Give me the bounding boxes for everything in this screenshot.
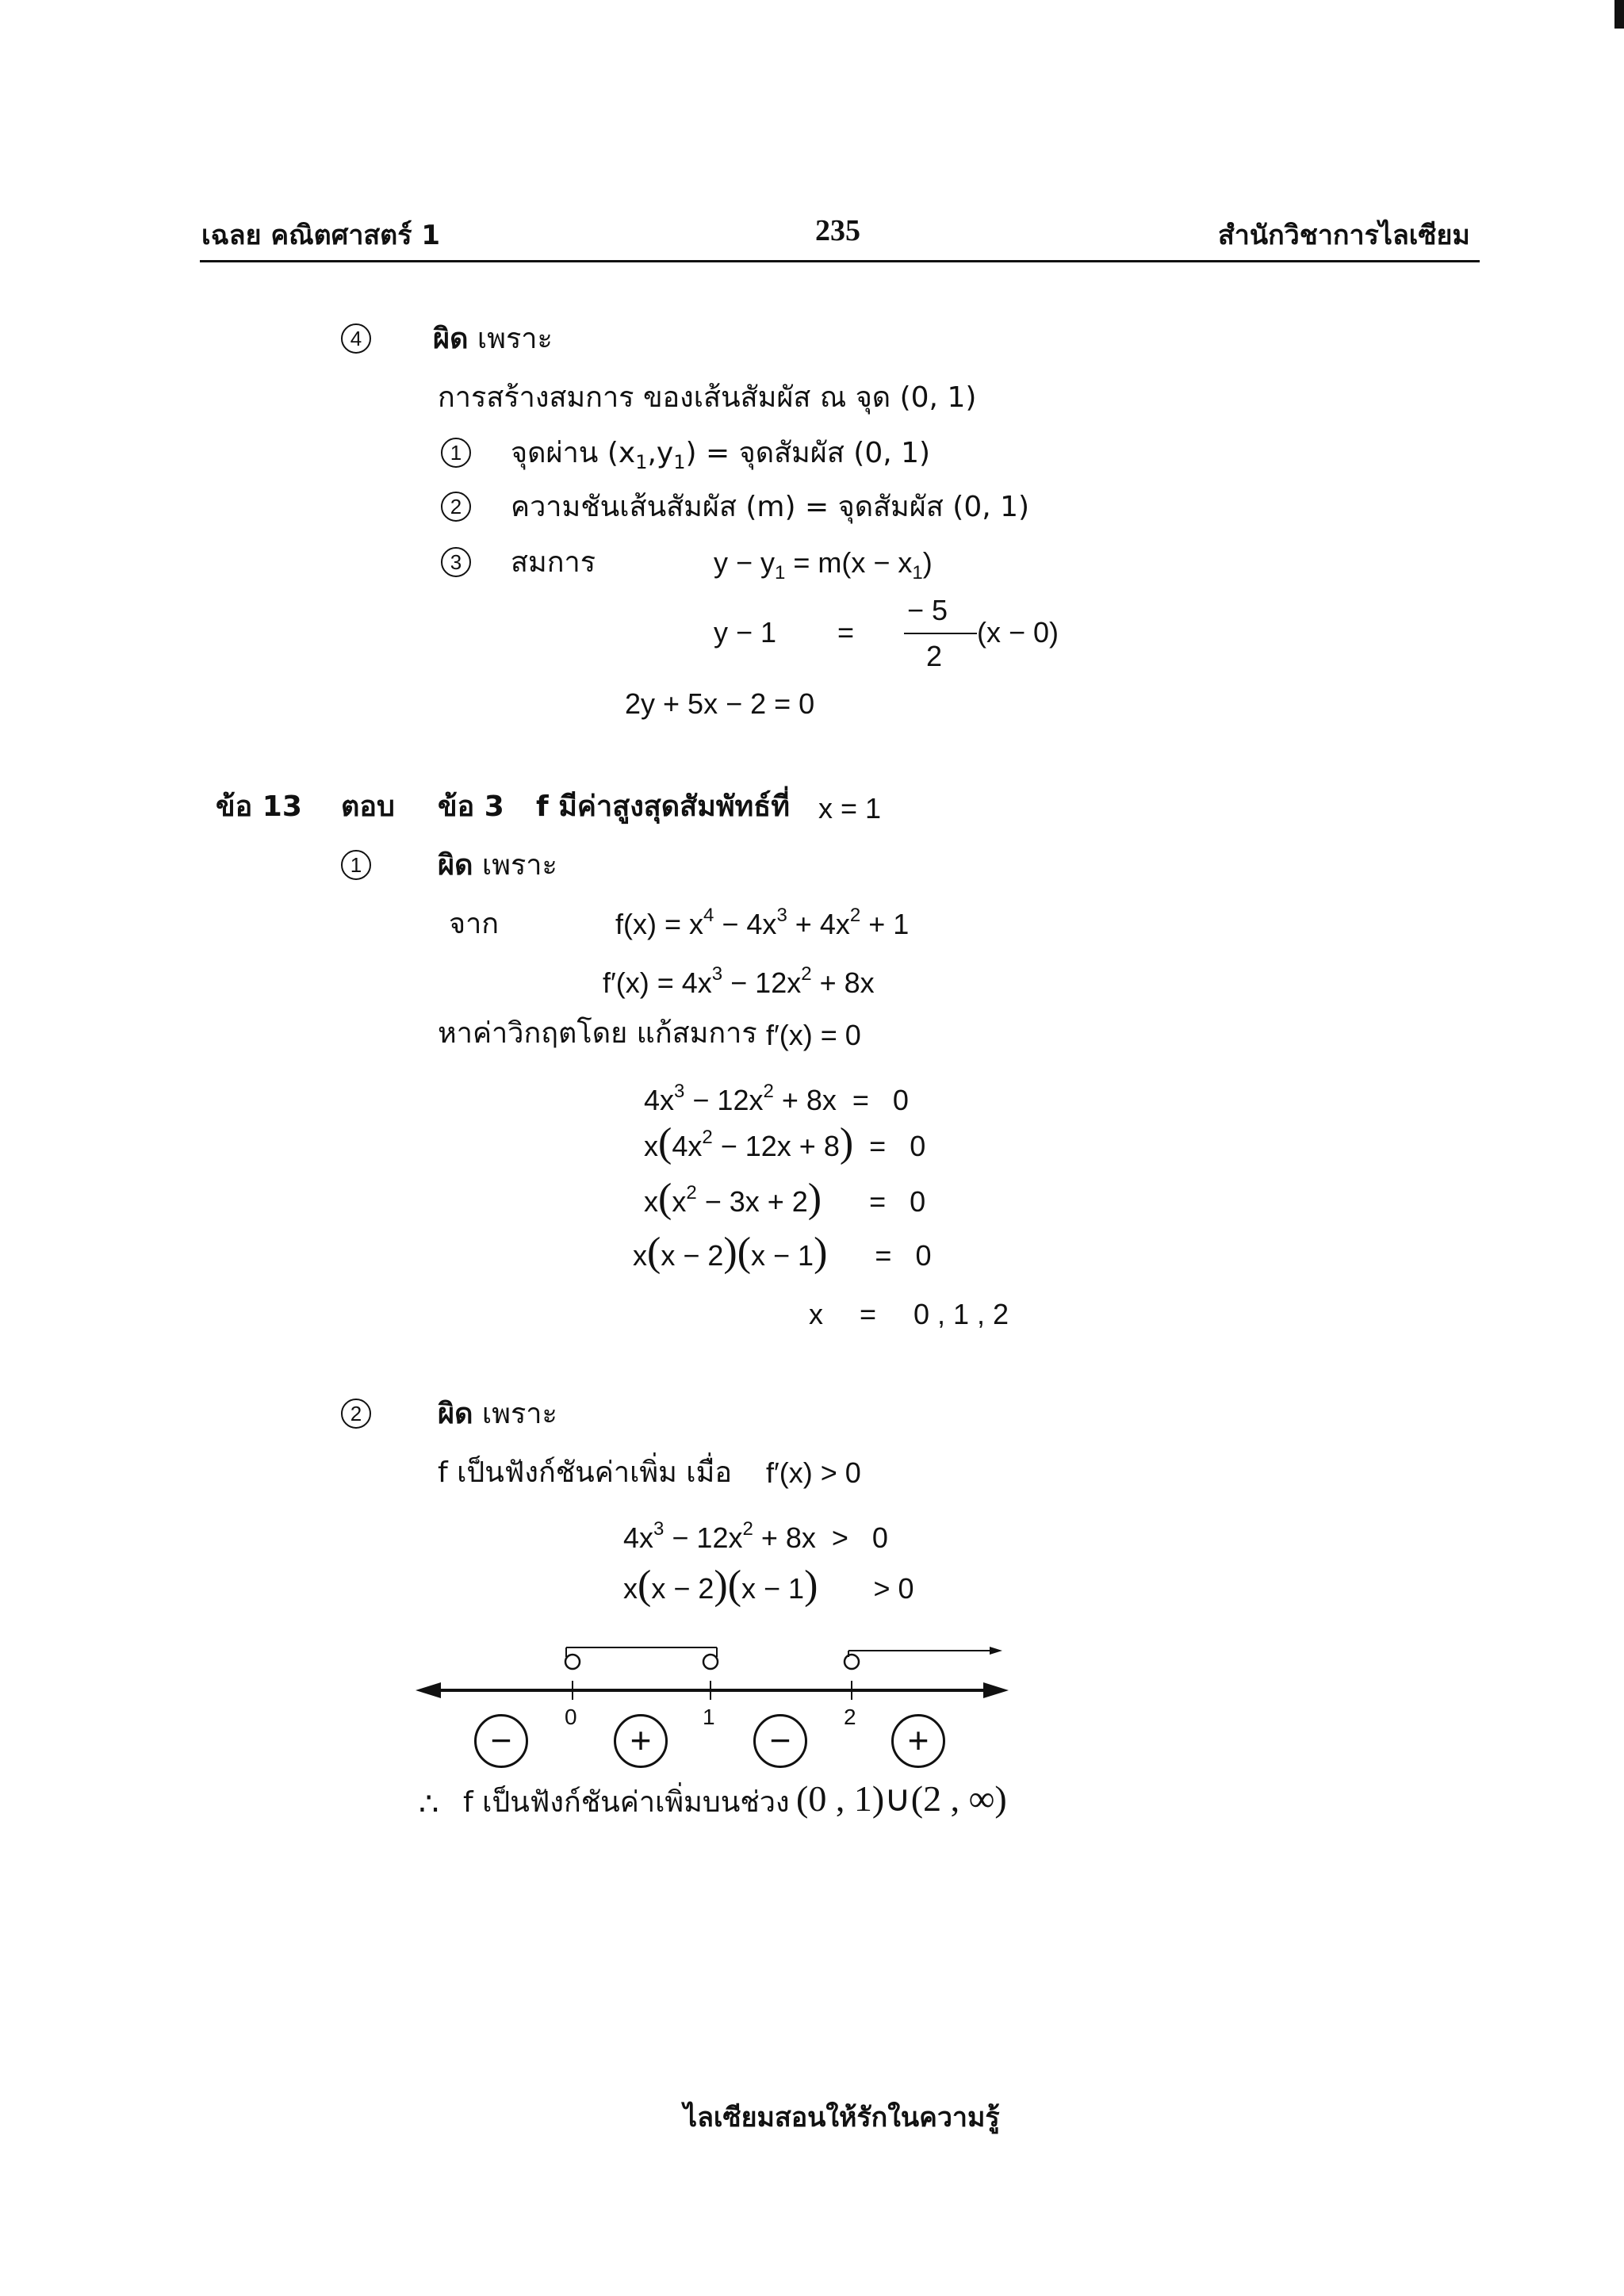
tick-label-0: 0 (565, 1705, 577, 1729)
header-left: เฉลย คณิตศาสตร์ 1 (201, 220, 441, 251)
footer-slogan: ไลเซียมสอนให้รักในความรู้ (684, 2102, 1000, 2133)
item-4-marker: 4 (341, 323, 371, 354)
step-1-marker: 1 (441, 438, 471, 468)
tangent-intro: การสร้างสมการ ของเส้นสัมผัส ณ จุด (0, 1) (438, 381, 977, 414)
derivative-zero: $4x^3 - 12x^2 + 8x = 0$ (644, 1081, 909, 1116)
factored-step-2: $x(x^2 - 3x + 2)$ = 0 (644, 1176, 926, 1221)
because-word: เพราะ (468, 323, 553, 355)
inequality-expanded: $4x^3 - 12x^2 + 8x > 0$ (623, 1518, 888, 1554)
tick-label-2: 2 (844, 1705, 856, 1729)
question-13-label: ข้อ 13 (216, 790, 302, 823)
number-line-right-arrow (983, 1682, 1009, 1698)
eq1-rhs: (x − 0) (977, 616, 1059, 649)
answer-text: f มีค่าสูงสุดสัมพัทธ์ที่ (536, 790, 790, 823)
function-definition: $f(x) = x^4 - 4x^3 + 4x^2 + 1$ (615, 905, 910, 940)
step-2-text: ความชันเส้นสัมผัส (m) = จุดสัมผัส (0, 1) (511, 491, 1030, 523)
increasing-text: f เป็นฟังก์ชันค่าเพิ่ม เมื่อ (438, 1456, 732, 1489)
point-slope-formula: $y - y_1 = m(x - x_1)$ (714, 546, 933, 584)
sign-positive-2: + (891, 1714, 945, 1768)
fraction-denominator: 2 (926, 640, 943, 672)
part-2-marker: 2 (341, 1399, 371, 1429)
critical-equation: f′(x) = 0 (766, 1019, 861, 1051)
roots-values: 0 , 1 , 2 (914, 1298, 1009, 1330)
inequality-factored: x(x − 2)(x − 1) > 0 (623, 1563, 914, 1608)
open-point-0 (565, 1655, 580, 1669)
conclusion-text: f เป็นฟังก์ชันค่าเพิ่มบนช่วง (463, 1786, 790, 1819)
tangent-line-equation: 2y + 5x − 2 = 0 (625, 687, 815, 720)
from-label: จาก (449, 908, 500, 940)
sign-negative-2: − (753, 1714, 807, 1768)
roots-lhs: x (809, 1298, 823, 1330)
critical-text: หาค่าวิกฤตโดย แก้สมการ (438, 1017, 757, 1050)
answer-word: ตอบ (341, 790, 395, 823)
factored-step-3: x(x − 2)(x − 1) = 0 (633, 1230, 932, 1275)
part-1-lead: ผิด เพราะ (438, 849, 557, 882)
answer-choice: ข้อ 3 (438, 790, 504, 823)
step-3-marker: 3 (441, 547, 471, 577)
step-1-text: จุดผ่าน $(x_1,y_1)$ = จุดสัมผัส (0, 1) (511, 437, 931, 473)
sign-negative-1: − (474, 1714, 528, 1768)
derivative-definition: $f'(x) = 4x^3 - 12x^2 + 8x$ (603, 963, 875, 999)
open-point-1 (703, 1655, 718, 1669)
increasing-interval: (0 , 1)∪(2 , ∞) (796, 1778, 1007, 1819)
eq1-lhs: y − 1 (714, 616, 777, 649)
number-line-left-arrow (416, 1682, 441, 1698)
eq1-equals: = (837, 616, 855, 649)
answer-condition: x = 1 (818, 792, 882, 825)
open-point-2 (845, 1655, 859, 1669)
increasing-condition: f′(x) > 0 (766, 1456, 861, 1489)
header-right: สำนักวิชาการไลเซียม (1218, 220, 1470, 251)
page-number: 235 (815, 214, 860, 247)
interval-2-inf-arrow (990, 1647, 1002, 1655)
tick-label-1: 1 (703, 1705, 715, 1729)
wrong-word: ผิด (433, 323, 469, 355)
part-1-marker: 1 (341, 850, 371, 880)
step-2-marker: 2 (441, 492, 471, 522)
sign-positive-1: + (614, 1714, 668, 1768)
roots-equals: = (860, 1298, 877, 1330)
part-2-lead: ผิด เพราะ (438, 1398, 557, 1430)
factored-step-1: $x(4x^2 - 12x + 8) = 0$ (644, 1120, 926, 1165)
therefore-symbol: ∴ (419, 1787, 439, 1822)
fraction-numerator: − 5 (907, 594, 948, 626)
step-3-label: สมการ (511, 546, 596, 579)
